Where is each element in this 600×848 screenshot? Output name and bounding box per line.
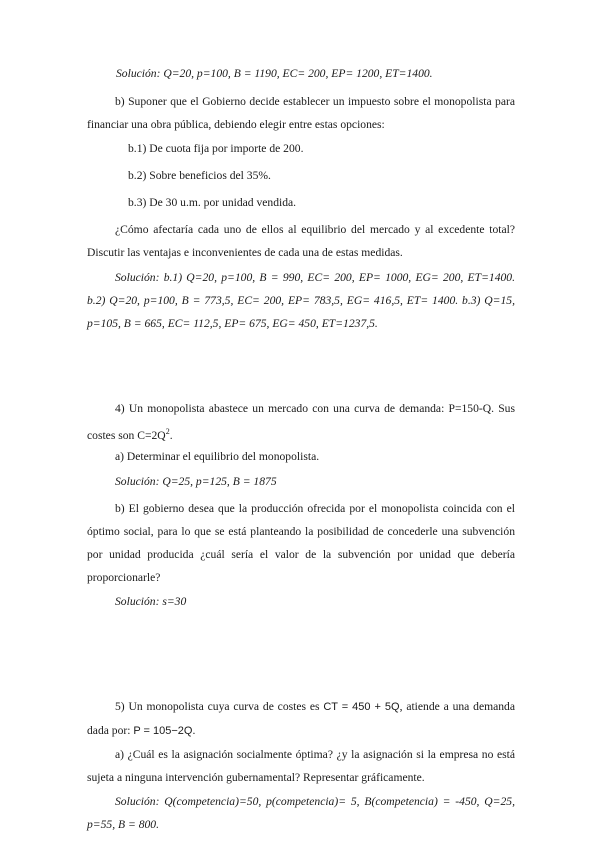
ex4-part-b: b) El gobierno desea que la producción ofrecida por el monopolista coincida con el óptimo social, para lo que se está planteando la posibilidad de concederle una subvención por unidad producida ¿cuál sería el valor de la subvención por unidad que debería proporcionarle? bbox=[87, 502, 515, 584]
ex4-intro bbox=[87, 397, 515, 447]
ex4-solution-b: Solución: s=30 bbox=[115, 595, 187, 608]
ex4-intro-end: . bbox=[169, 428, 173, 442]
ex4-solution-a: Solución: Q=25, p=125, B = 1875 bbox=[115, 475, 277, 488]
ex3-option-b1: b.1) De cuota fija por importe de 200. bbox=[128, 142, 304, 155]
ex5-intro-start: 5) Un monopolista cuya curva de costes es bbox=[115, 700, 324, 713]
ex3-question: ¿Cómo afectaría cada uno de ellos al equilibrio del mercado y al excedente total? Discutir las ventajas e inconvenientes de cada una de estas medidas. bbox=[87, 223, 515, 259]
ex3-solution-b: Solución: b.1) Q=20, p=100, B = 990, EC= 200, EP= 1000, EG= 200, ET=1400. b.2) Q=20, p=100, B = 773,5, EC= 200, EP= 783,5, EG= 416,5, ET= 1400. b.3) Q=15, p=105, B = 665, EC= 112,5, EP= 675, EG= 450, ET=1237,5. bbox=[87, 271, 515, 330]
ex4-intro-text: 4) Un monopolista abastece un mercado con una curva de demanda: P=150-Q. Sus costes son C=2Q bbox=[87, 402, 515, 442]
ex5-intro-end: . bbox=[192, 724, 196, 737]
ex3-option-b3: b.3) De 30 u.m. por unidad vendida. bbox=[128, 196, 297, 209]
ex5-intro-mid: , atiende a una demanda dada por: bbox=[87, 700, 515, 737]
ex5-intro bbox=[87, 695, 515, 743]
ex5-demand-formula: P = 105−2Q bbox=[133, 725, 193, 737]
ex5-solution: Solución: Q(competencia)=50, p(competencia)= 5, B(competencia) = -450, Q=25, p=55, B = 800. bbox=[87, 795, 515, 831]
ex3-option-b2: b.2) Sobre beneficios del 35%. bbox=[128, 169, 271, 182]
ex3-solution-a: Solución: Q=20, p=100, B = 1190, EC= 200, EP= 1200, ET=1400. bbox=[116, 67, 433, 80]
ex3-part-b: b) Suponer que el Gobierno decide establecer un impuesto sobre el monopolista para financiar una obra pública, debiendo elegir entre estas opciones: bbox=[87, 95, 515, 131]
ex5-cost-formula: CT = 450 + 5Q bbox=[323, 701, 400, 713]
ex4-part-a: a) Determinar el equilibrio del monopolista. bbox=[115, 450, 320, 463]
ex5-part-a: a) ¿Cuál es la asignación socialmente óptima? ¿y la asignación si la empresa no está sujeta a ninguna intervención gubernamental? Representar gráficamente. bbox=[87, 748, 515, 784]
ex4-intro-exponent: 2 bbox=[165, 427, 170, 436]
